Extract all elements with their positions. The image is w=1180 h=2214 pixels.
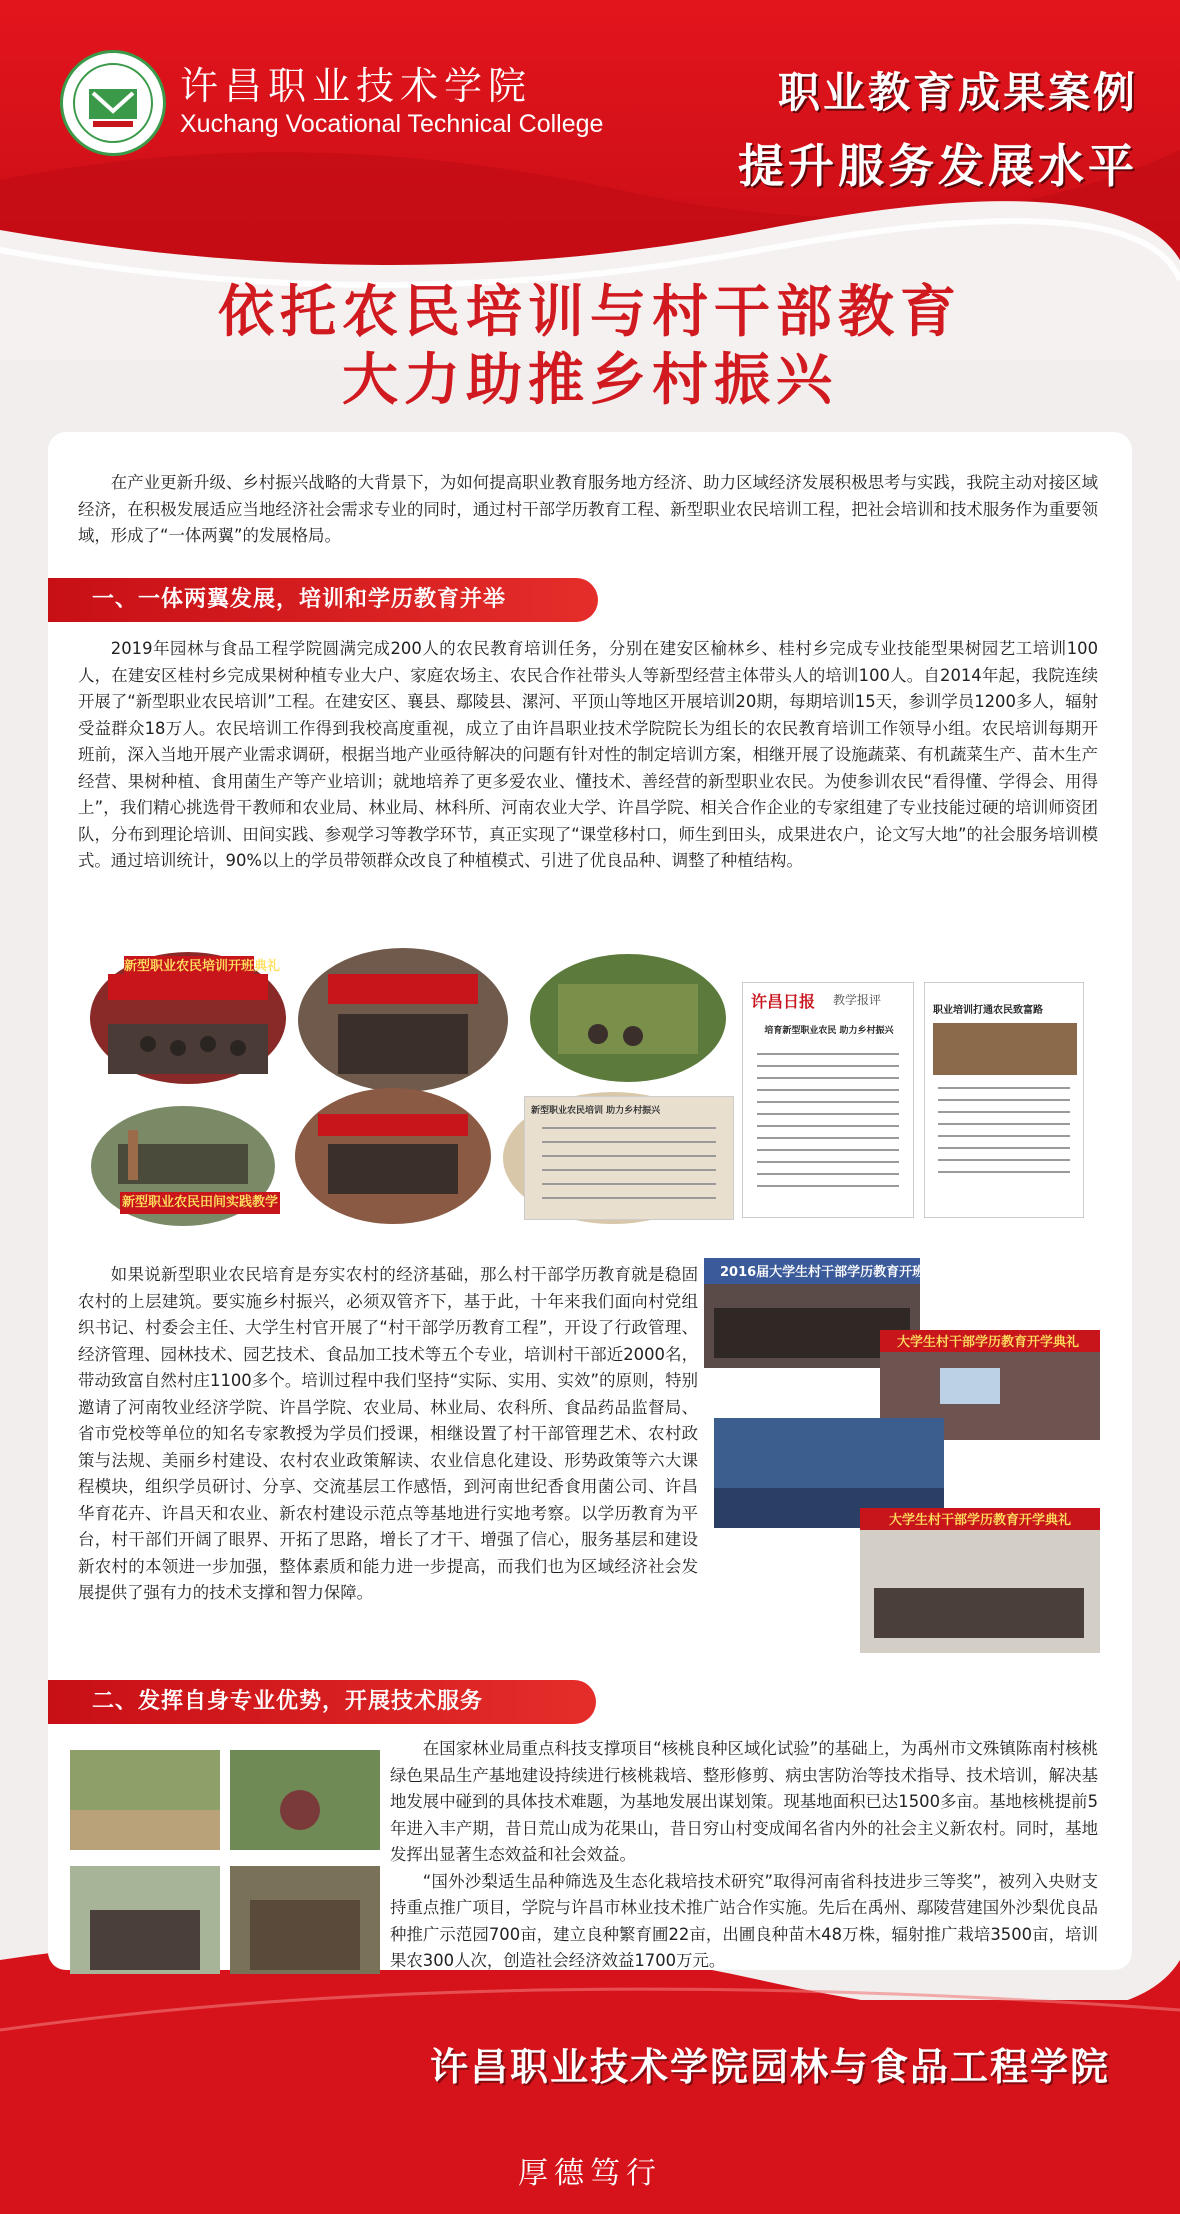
main-title-line-2: 大力助推乡村振兴 xyxy=(342,347,838,413)
footer-department: 许昌职业技术学院园林与食品工程学院 xyxy=(429,2045,1110,2089)
college-emblem-icon xyxy=(60,50,166,156)
main-title-line-1: 依托农民培训与村干部教育 xyxy=(218,279,962,345)
footer-motto: 厚德笃行 xyxy=(518,2156,662,2191)
college-logo-block xyxy=(60,50,603,156)
newspaper-3-headline: 新型职业农民培训 助力乡村振兴 xyxy=(531,1106,661,1116)
section-1-paragraph-2: 如果说新型职业农民培育是夯实农村的经济基础，那么村干部学历教育就是稳固农村的上层建筑。要实施乡村振兴，必须双管齐下，基于此，十年来我们面向村党组织书记、村委会主任、大学生村官开展了“村干部学历教育工程”，开设了行政管理、经济管理、园林技术、园艺技术、食品加工技术等五个专业，培训村干部近2000名，带动致富自然村庄1100多个。培训过程中我们坚持“实际、实用、实效”的原则，特别邀请了河南牧业经济学院、许昌学院、农业局、林业局、农科所、食品药品监督局、省市党校等单位的知名专家教授为学员们授课，相继设置了村干部管理艺术、农村政策与法规、美丽乡村建设、农村农业政策解读、农业信息化建设、形势政策等六大课程模块，组织学员研讨、分享、交流基层工作感悟，到河南世纪香食用菌公司、许昌华育花卉、许昌天和农业、新农村建设示范点等基地进行实地考察。以学历教育为平台，村干部们开阔了眼界、开拓了思路，增长了才干、增强了信心，服务基层和建设新农村的本领进一步加强，整体素质和能力进一步提高，而我们也为区域经济社会发展提供了强有力的技术支撑和智力保障。 xyxy=(78,1265,698,1602)
newspaper-clipping-2 xyxy=(924,982,1084,1218)
photo-banner-practice: 新型职业农民田间实践教学 xyxy=(120,1192,280,1214)
college-name-cn: 许昌职业技术学院 xyxy=(180,63,533,108)
section-1-heading: 一、一体两翼发展，培训和学历教育并举 xyxy=(48,578,598,622)
newspaper-1-section: 教学报评 xyxy=(833,993,882,1007)
photo-lecture xyxy=(295,1088,491,1224)
newspaper-1-headline: 培育新型职业农民 助力乡村振兴 xyxy=(764,1026,894,1036)
section-1-paragraph-1: 2019年园林与食品工程学院圆满完成200人的农民教育培训任务，分别在建安区榆林乡、桂村乡完成专业技能型果树园艺工培训100人，在建安区桂村乡完成果树种植专业大户、家庭农场主、农民合作社带头人等新型经营主体带头人的培训100人。自2014年起，我院连续开展了“新型职业农民培训”工程。在建安区、襄县、鄢陵县、漯河、平顶山等地区开展培训20期，每期培训15天，参训学员1200多人，辐射受益群众18万人。农民培训工作得到我校高度重视，成立了由许昌职业技术学院院长为组长的农民教育培训工作领导小组。农民培训每期开班前，深入当地开展产业需求调研，根据当地产业亟待解决的问题有针对性的制定培训方案，相继开展了设施蔬菜、有机蔬菜生产、苗木生产经营、果树种植、食用菌生产等产业培训；就地培养了更多爱农业、懂技术、善经营的新型职业农民。为使参训农民“看得懂、学得会、用得上”，我们精心挑选骨干教师和农业局、林业局、林科所、河南农业大学、许昌学院、相关合作企业的专家组建了专业技能过硬的培训师资团队，分布到理论培训、田间实践、参观学习等教学环节，真正实现了“课堂移村口，师生到田头，成果进农户，论文写大地”的社会服务培训模式。通过培训统计，90%以上的学员带领群众改良了种植模式、引进了优良品种、调整了种植结构。 xyxy=(78,639,1098,870)
section-2-body xyxy=(78,1736,1098,1975)
newspaper-clipping-1 xyxy=(742,982,914,1218)
intro-paragraph: 在产业更新升级、乡村振兴战略的大背景下，为如何提高职业教育服务地方经济、助力区域经济发展积极思考与实践，我院主动对接区域经济，在积极发展适应当地经济社会需求专业的同时，通过村干部学历教育工程、新型职业农民培训工程，把社会培训和技术服务作为重要领域，形成了“一体两翼”的发展格局。 xyxy=(78,473,1098,545)
photo-banner-training: 新型职业农民培训开班典礼 xyxy=(124,956,254,978)
photo-orchard xyxy=(530,954,726,1082)
newspaper-2-headline: 职业培训打通农民致富路 xyxy=(933,1005,1043,1016)
cadre-education-photos xyxy=(704,1258,1104,1658)
newspaper-1-masthead: 许昌日报 xyxy=(751,992,816,1011)
section-2-heading: 二、发挥自身专业优势，开展技术服务 xyxy=(48,1680,596,1724)
section-2-paragraph-1: 在国家林业局重点科技支撑项目“核桃良种区域化试验”的基础上，为禹州市文殊镇陈南村核桃绿色果品生产基地建设持续进行核桃栽培、整形修剪、病虫害防治等技术指导、技术培训，解决基地发展中碰到的具体技术难题，为基地发展出谋划策。现基地面积已达1500多亩。基地核桃提前5年进入丰产期，昔日荒山成为花果山，昔日穷山村变成闻名省内外的社会主义新农村。同时，基地发挥出显著生态效益和社会效益。 xyxy=(390,1739,1098,1864)
photo-banner-cadre-right: 大学生村干部学历教育开学典礼 xyxy=(882,1332,1094,1352)
college-name-en: Xuchang Vocational Technical College xyxy=(180,109,604,138)
photo-banner-cadre-2016: 2016届大学生村干部学历教育开班典礼 xyxy=(720,1262,904,1282)
slogan-line-1: 职业教育成果案例 xyxy=(777,68,1138,117)
section-2-paragraph-2: “国外沙梨适生品种筛选及生态化栽培技术研究”取得河南省科技进步三等奖”，被列入央财支持重点推广项目，学院与许昌市林业技术推广站合作实施。先后在禹州、鄢陵营建国外沙梨优良品种推广示范园700亩，建立良种繁育圃22亩，出圃良种苗木48万株，辐射推广栽培3500亩，培训果农300人次，创造社会经济效益1700万元。 xyxy=(390,1871,1098,1970)
photo-banner-cadre-bottom: 大学生村干部学历教育开学典礼 xyxy=(862,1510,1098,1530)
photo-classroom xyxy=(298,948,508,1092)
newspaper-clipping-3 xyxy=(524,1096,734,1220)
slogan-line-2: 提升服务发展水平 xyxy=(738,139,1138,193)
